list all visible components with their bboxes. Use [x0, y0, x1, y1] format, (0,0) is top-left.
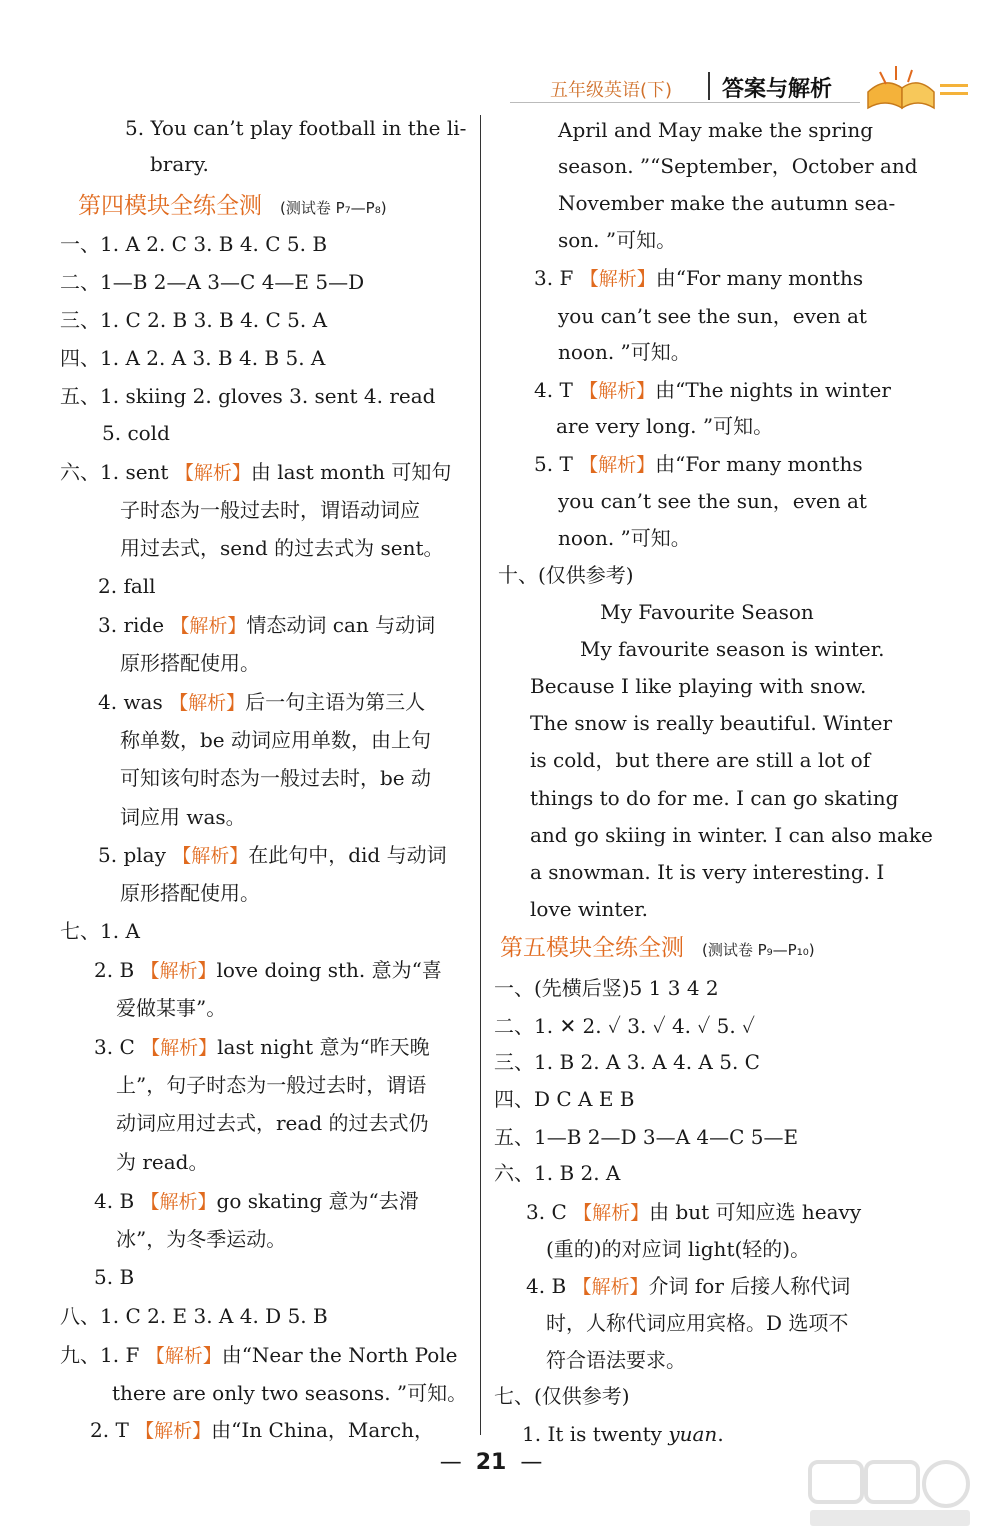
essay-line: a snowman. It is very interesting. I [530, 860, 885, 884]
answer-line: 5. B [94, 1265, 135, 1289]
essay-line: Because I like playing with snow. [530, 674, 867, 698]
analysis-tag: 【解析】 [145, 1345, 222, 1367]
answer-line: 二、1. ✕ 2. ✓ 3. ✓ 4. ✓ 5. ✓ [494, 1014, 755, 1038]
answer-line: 5. T 【解析】由“For many months [534, 452, 863, 476]
analysis-tag: 【解析】 [141, 1037, 218, 1059]
answer-line: 2. T 【解析】由“In China，March， [90, 1418, 434, 1442]
essay-line: love winter. [530, 897, 648, 921]
watermark-logo-icon [806, 1458, 976, 1530]
answer-line: 三、1. C 2. B 3. B 4. C 5. A [60, 308, 328, 332]
section-title-module4 [78, 186, 387, 226]
answer-line: there are only two seasons. ”可知。 [112, 1381, 468, 1405]
analysis-tag: 【解析】 [140, 960, 217, 982]
answer-line: 4. T 【解析】由“The nights in winter [534, 378, 891, 402]
header-rule [510, 102, 860, 103]
answer-line: 九、1. F 【解析】由“Near the North Pole [60, 1343, 458, 1367]
answer-line: (重的)的对应词 light(轻的)。 [546, 1237, 811, 1261]
answer-line: 一、(先横后竖)5 1 3 4 2 [494, 976, 719, 1000]
answer-line: 原形搭配使用。 [120, 881, 260, 905]
answer-line: 5. You can’t play football in the li- [125, 116, 467, 140]
answer-line: 六、1. B 2. A [494, 1161, 621, 1185]
analysis-tag: 【解析】 [140, 1191, 217, 1213]
analysis-tag: 【解析】 [579, 454, 656, 476]
answer-line: 5. cold [102, 421, 170, 445]
answer-line: noon. ”可知。 [558, 526, 691, 550]
answer-line: 五、1. skiing 2. gloves 3. sent 4. read [60, 384, 436, 408]
answer-line: 4. B 【解析】go skating 意为“去滑 [94, 1189, 419, 1213]
analysis-tag: 【解析】 [169, 692, 246, 714]
open-book-icon [860, 62, 970, 112]
essay-line: things to do for me. I can go skating [530, 786, 899, 810]
section-title-text: 第五模块全练全测 [500, 935, 684, 961]
answer-line: 2. B 【解析】love doing sth. 意为“喜 [94, 958, 442, 982]
test-paper-ref: (测试卷 P₉—P₁₀) [702, 941, 815, 959]
answer-line: 七、1. A [60, 919, 140, 943]
analysis-tag: 【解析】 [579, 380, 656, 402]
section-title-text: 第四模块全练全测 [78, 193, 262, 219]
answer-line: you can’t see the sun，even at [558, 304, 867, 328]
answer-line: 六、1. sent 【解析】由 last month 可知句 [60, 460, 452, 484]
answer-line: 一、1. A 2. C 3. B 4. C 5. B [60, 232, 328, 256]
essay-title: My Favourite Season [600, 600, 814, 624]
answer-line: April and May make the spring [558, 118, 873, 142]
answer-line: 3. F 【解析】由“For many months [534, 266, 864, 290]
answer-line: you can’t see the sun，even at [558, 489, 867, 513]
answer-line: 为 read。 [116, 1150, 209, 1174]
answer-line: 1. It is twenty yuan. [522, 1422, 724, 1446]
column-divider [480, 115, 481, 1435]
answer-line: 冰”，为冬季运动。 [116, 1227, 287, 1251]
answer-line: 四、D C A E B [494, 1087, 635, 1111]
answer-line: 5. play 【解析】在此句中，did 与动词 [98, 843, 447, 867]
analysis-tag: 【解析】 [572, 1276, 649, 1298]
page-number: — 21 — [439, 1450, 543, 1475]
answer-line: 三、1. B 2. A 3. A 4. A 5. C [494, 1050, 760, 1074]
answer-line: 词应用 was。 [120, 805, 246, 829]
analysis-tag: 【解析】 [170, 615, 247, 637]
answer-line: 十、(仅供参考) [498, 563, 634, 587]
answer-line: 二、1—B 2—A 3—C 4—E 5—D [60, 270, 365, 294]
answer-line: are very long. ”可知。 [556, 414, 774, 438]
analysis-tag: 【解析】 [172, 845, 249, 867]
section-title-module5 [500, 928, 815, 968]
book-subtitle: 五年级英语(下) [550, 80, 673, 101]
analysis-tag: 【解析】 [573, 1202, 650, 1224]
answer-line: 称单数，be 动词应用单数，由上句 [120, 728, 431, 752]
essay-line: My favourite season is winter. [580, 637, 885, 661]
answer-line: 3. C 【解析】last night 意为“昨天晚 [94, 1035, 430, 1059]
answer-line: 用过去式，send 的过去式为 sent。 [120, 536, 444, 560]
answer-line: season. ”“September，October and [558, 154, 918, 178]
essay-line: and go skiing in winter. I can also make [530, 823, 933, 847]
test-paper-ref: (测试卷 P₇—P₈) [280, 199, 387, 217]
answer-line: November make the autumn sea- [558, 191, 896, 215]
answer-line: 3. C 【解析】由 but 可知应选 heavy [526, 1200, 862, 1224]
answer-line: 2. fall [98, 574, 156, 598]
answer-line: 五、1—B 2—D 3—A 4—C 5—E [494, 1125, 799, 1149]
answer-line: 动词应用过去式，read 的过去式仍 [116, 1111, 429, 1135]
essay-line: The snow is really beautiful. Winter [530, 711, 893, 735]
answer-line: 子时态为一般过去时，谓语动词应 [120, 498, 420, 522]
answer-line: 原形搭配使用。 [120, 651, 260, 675]
answer-line: 符合语法要求。 [546, 1348, 686, 1372]
header-title: 答案与解析 [722, 77, 833, 102]
answer-line: 4. B 【解析】介词 for 后接人称代词 [526, 1274, 851, 1298]
page-header [510, 62, 970, 112]
analysis-tag: 【解析】 [135, 1420, 212, 1442]
answer-line: noon. ”可知。 [558, 340, 691, 364]
essay-line: is cold，but there are still a lot of [530, 748, 871, 772]
answer-line: son. ”可知。 [558, 228, 677, 252]
answer-line: 四、1. A 2. A 3. B 4. B 5. A [60, 346, 326, 370]
answer-line: 爱做某事”。 [116, 996, 227, 1020]
header-separator [708, 72, 710, 100]
answer-line: brary. [150, 152, 209, 176]
answer-line: 时，人称代词应用宾格。D 选项不 [546, 1311, 849, 1335]
answer-line: 可知该句时态为一般过去时，be 动 [120, 766, 431, 790]
analysis-tag: 【解析】 [174, 462, 251, 484]
answer-line: 4. was 【解析】后一句主语为第三人 [98, 690, 426, 714]
answer-line: 八、1. C 2. E 3. A 4. D 5. B [60, 1304, 328, 1328]
answer-line: 七、(仅供参考) [494, 1384, 630, 1408]
answer-line: 上”，句子时态为一般过去时，谓语 [116, 1073, 427, 1097]
answer-line: 3. ride 【解析】情态动词 can 与动词 [98, 613, 436, 637]
analysis-tag: 【解析】 [579, 268, 656, 290]
